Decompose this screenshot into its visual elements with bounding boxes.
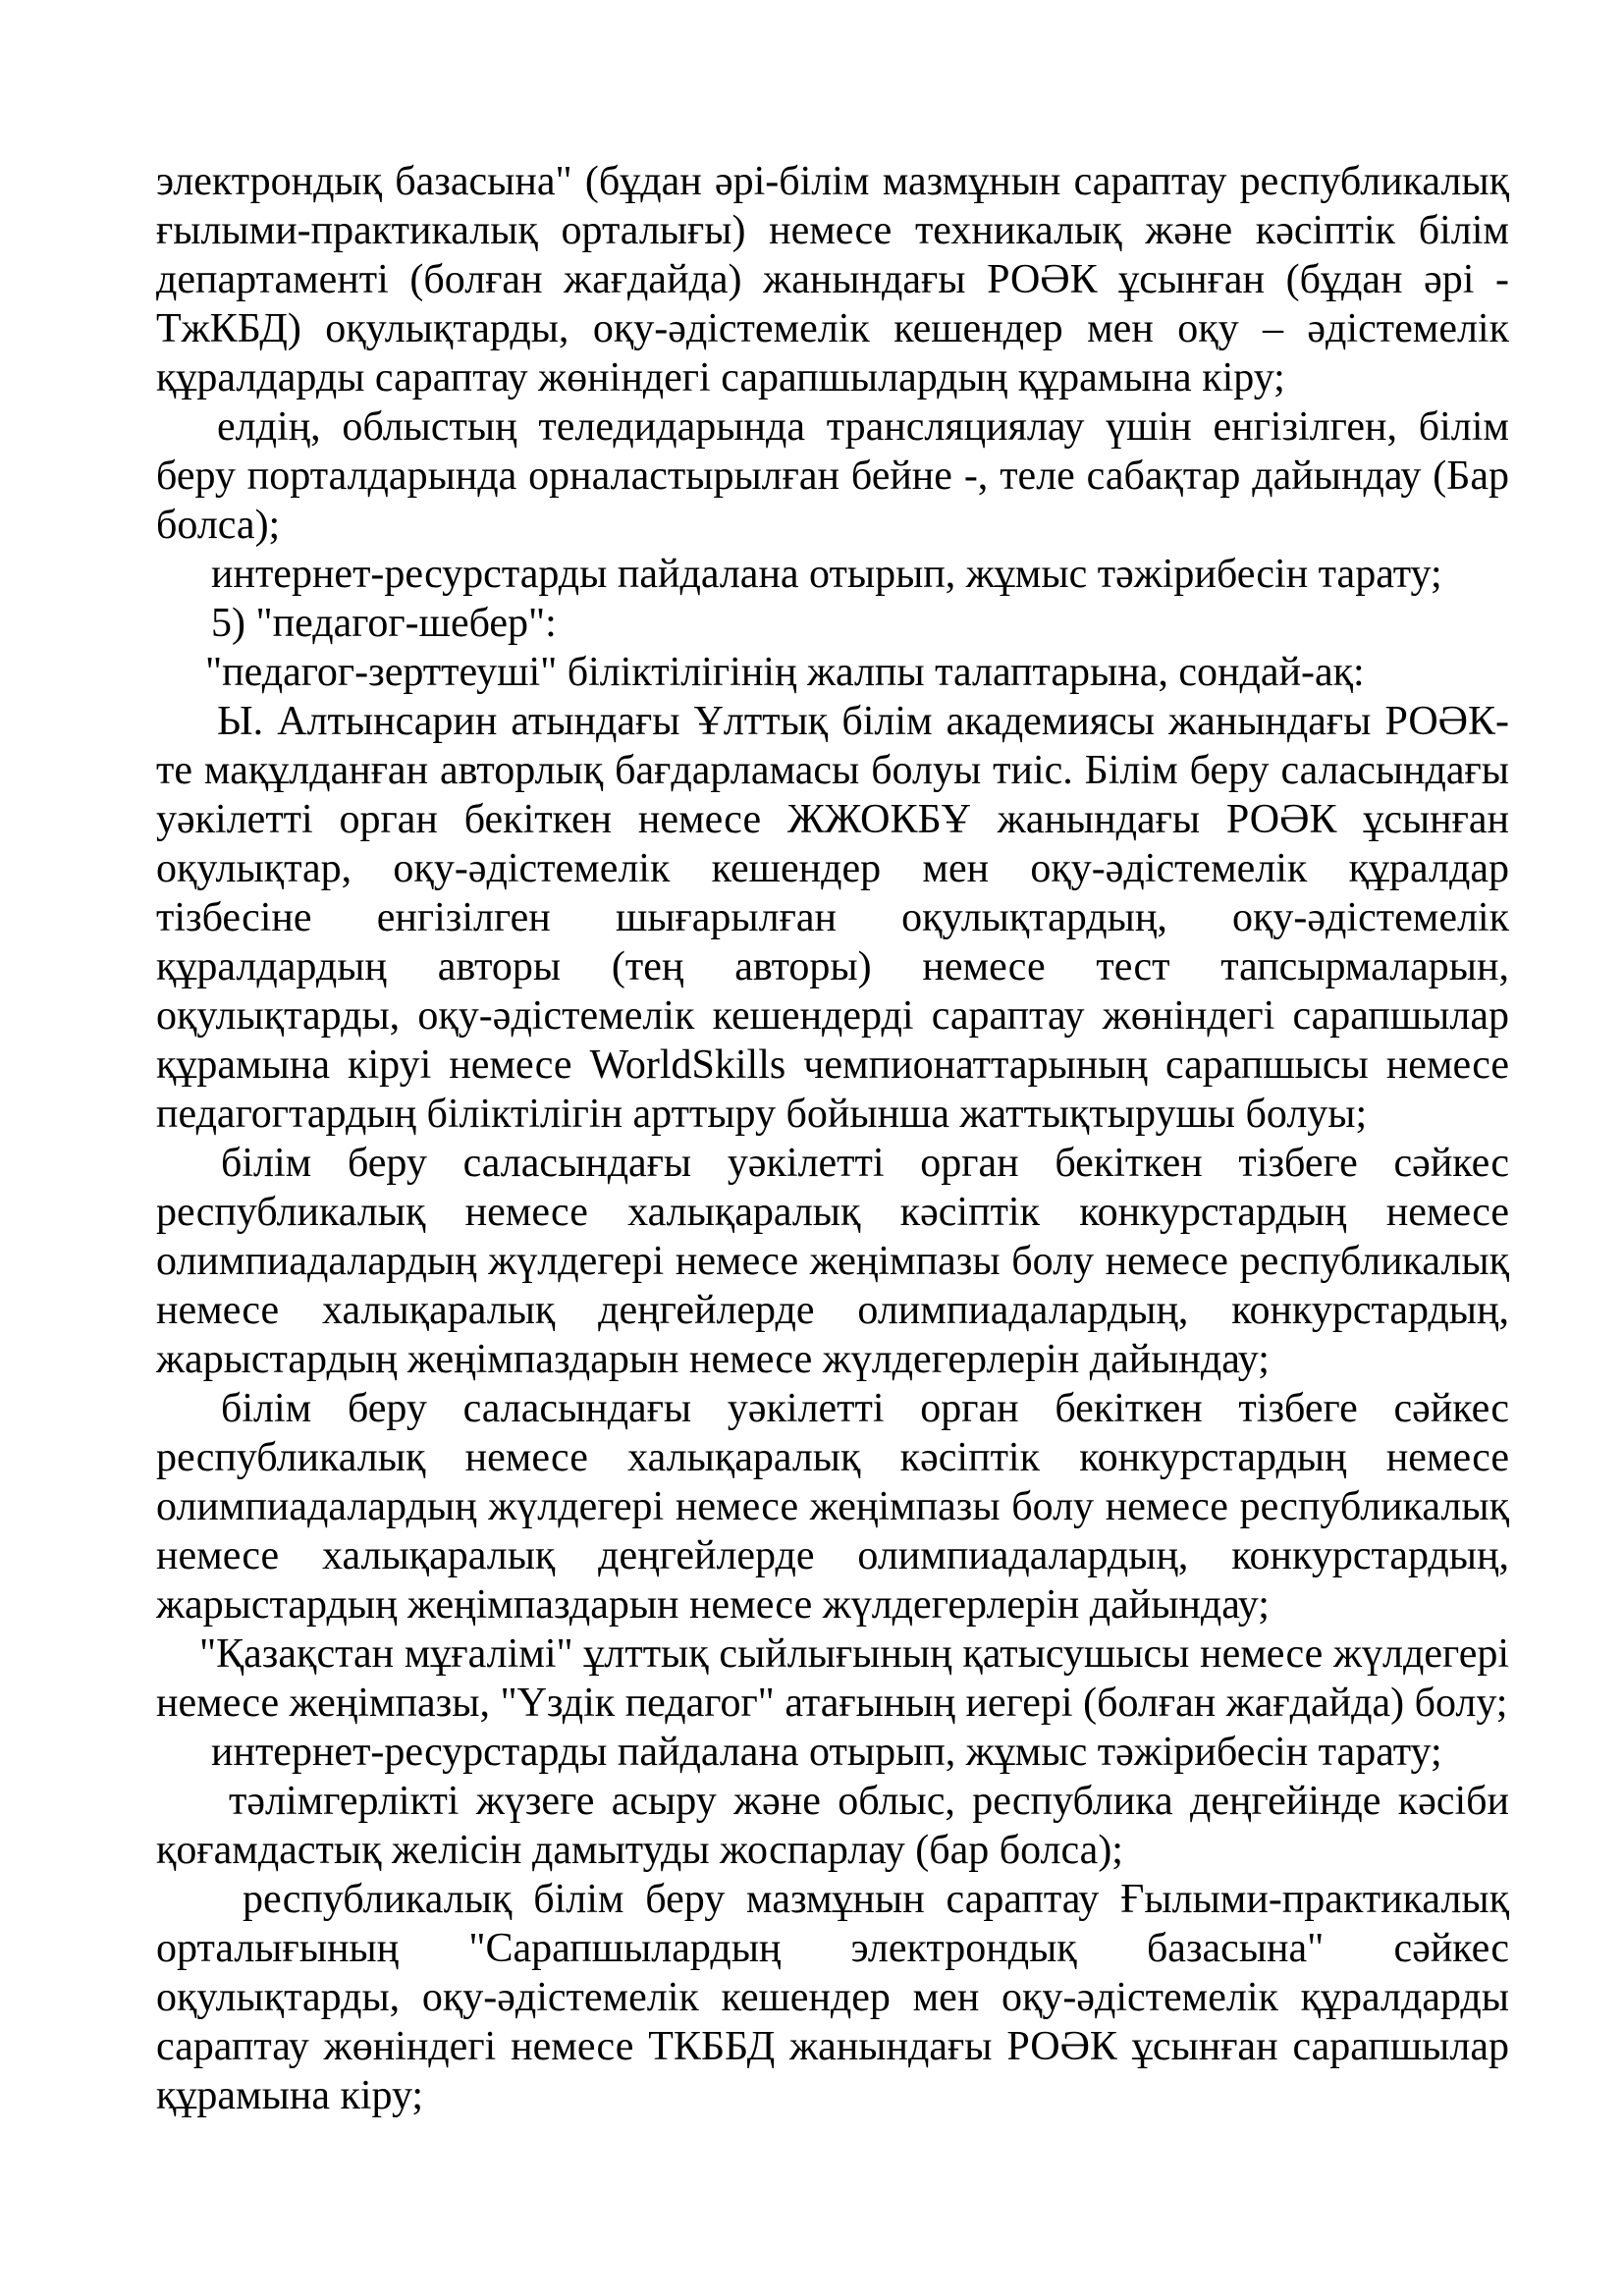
paragraph: 5) "педагог-шебер": xyxy=(211,601,557,646)
paragraph: интернет-ресурстарды пайдалана отырып, жұмыс тәжірибесін тарату; xyxy=(211,552,1442,597)
paragraph: білім беру саласындағы уәкілетті орган бекіткен тізбеге сәйкес республикалық немесе халықаралық кәсіптік конкурстардың немесе олимпиадалардың жүлдегері немесе жеңімпазы болу немесе республикалық немесе халықаралық деңгейлерде олимпиадалардың, конкурстардың, жарыстардың жеңімпаздарын немесе жүлдегерлерін дайындау; xyxy=(156,1386,1509,1628)
paragraph: елдің, облыстың теледидарында трансляциялау үшін енгізілген, білім беру порталдарында орналастырылған бейне -, теле сабақтар дайындау (Бар болса); xyxy=(156,404,1509,548)
paragraph: электрондық базасына" (бұдан әрі-білім мазмұнын сараптау республикалық ғылыми-практикалық орталығы) немесе техникалық және кәсіптік білім департаменті (болған жағдайда) жанындағы РОӘК ұсынған (бұдан әрі - ТжКБД) оқулықтарды, оқу-әдістемелік кешендер мен оқу – әдістемелік құралдарды сараптау жөніндегі сарапшылардың құрамына кіру; xyxy=(156,159,1509,400)
paragraph: "Қазақстан мұғалімі" ұлттық сыйлығының қатысушысы немесе жүлдегері немесе жеңімпазы, "Үздік педагог" атағының иегері (болған жағдайда) болу; xyxy=(156,1631,1509,1726)
paragraph: Ы. Алтынсарин атындағы Ұлттық білім академиясы жанындағы РОӘК-те мақұлданған авторлық бағдарламасы болуы тиіс. Білім беру саласындағы уәкілетті орган бекіткен немесе ЖЖОКБҰ жанындағы РОӘК ұсынған оқулықтар, оқу-әдістемелік кешендер мен оқу-әдістемелік құралдар тізбесіне енгізілген шығарылған оқулықтардың, оқу-әдістемелік құралдардың авторы (тең авторы) немесе тест тапсырмаларын, оқулықтарды, оқу-әдістемелік кешендерді сараптау жөніндегі сарапшылар құрамына кіруі немесе WorldSkills чемпионаттарының сарапшысы немесе педагогтардың біліктілігін арттыру бойынша жаттықтырушы болуы; xyxy=(156,699,1509,1137)
paragraph: "педагог-зерттеуші" біліктілігінің жалпы талаптарына, сондай-ақ: xyxy=(205,650,1365,695)
paragraph: тәлімгерлікті жүзеге асыру және облыс, республика деңгейінде кәсіби қоғамдастық желісін дамытуды жоспарлау (бар болса); xyxy=(156,1779,1509,1873)
paragraph: республикалық білім беру мазмұнын сараптау Ғылыми-практикалық орталығының "Сарапшылардың электрондық базасына" сәйкес оқулықтарды, оқу-әдістемелік кешендер мен оқу-әдістемелік құралдарды сараптау жөніндегі немесе ТКББД жанындағы РОӘК ұсынған сарапшылар құрамына кіру; xyxy=(156,1877,1509,2118)
paragraph: интернет-ресурстарды пайдалана отырып, жұмыс тәжірибесін тарату; xyxy=(211,1730,1442,1775)
document-text-block xyxy=(156,157,1509,2120)
paragraph: білім беру саласындағы уәкілетті орган бекіткен тізбеге сәйкес республикалық немесе халықаралық кәсіптік конкурстардың немесе олимпиадалардың жүлдегері немесе жеңімпазы болу немесе республикалық немесе халықаралық деңгейлерде олимпиадалардың, конкурстардың, жарыстардың жеңімпаздарын немесе жүлдегерлерін дайындау; xyxy=(156,1141,1509,1382)
